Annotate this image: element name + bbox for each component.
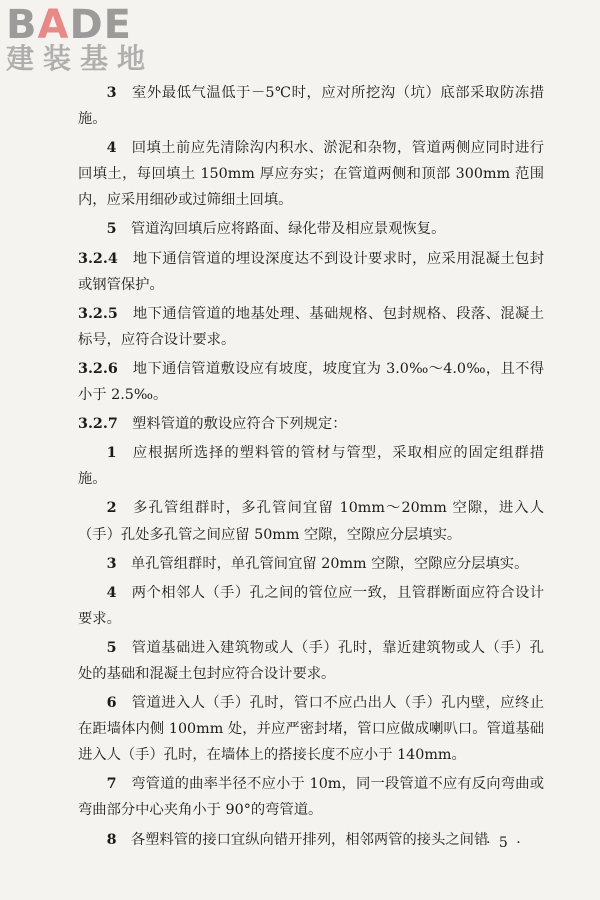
sub-item-5: 5 管道基础进入建筑物或人（手）孔时，靠近建筑物或人（手）孔处的基础和混凝土包封应符合设计要求。 — [78, 639, 545, 682]
sub-item-7: 7 弯管道的曲率半径不应小于 10m，同一段管道不应有反向弯曲或弯曲部分中心夹角小于 90°的弯管道。 — [78, 776, 544, 819]
sub-item-3: 3 单孔管组群时，单孔管间宜留 20mm 空隙，空隙应分层填实。 — [106, 555, 529, 572]
sub-item-1: 1 应根据所选择的塑料管的管材与管型，采取相应的固定组群措施。 — [78, 445, 545, 488]
document-body — [78, 80, 544, 853]
sub-item-4: 4 两个相邻人（手）孔之间的管位应一致，且管群断面应符合设计要求。 — [78, 584, 545, 627]
clause-3-2-7: 3.2.7 塑料管道的敷设应符合下列规定： — [78, 416, 347, 433]
clause-3-2-5: 3.2.5 地下通信管道的地基处理、基础规格、包封规格、段落、混凝土标号，应符合设计要求。 — [78, 305, 545, 348]
clause-3-2-6: 3.2.6 地下通信管道敷设应有坡度，坡度宜为 3.0‰～4.0‰，且不得小于 2.5‰。 — [78, 360, 544, 404]
sub-item-6: 6 管道进入人（手）孔时，管口不应凸出人（手）孔内壁，应终止在距墙体内侧 100mm 处，并应严密封堵，管口应做成喇叭口。管道基础进入人（手）孔时，在墙体上的搭接长度不应小于 140mm。 — [78, 695, 545, 764]
logo-subtitle: 建装基地 — [6, 42, 155, 75]
brand-logo — [6, 4, 154, 74]
logo-wordmark: BADE — [6, 2, 132, 48]
list-item-4: 4 回填土前应先清除沟内积水、淤泥和杂物，管道两侧应同时进行回填土，每回填土 150mm 厚应夯实；在管道两侧和顶部 300mm 范围内，应采用细砂或过筛细土回填。 — [78, 140, 545, 209]
list-item-3: 3 室外最低气温低于－5℃时，应对所挖沟（坑）底部采取防冻措施。 — [78, 85, 544, 128]
sub-item-8: 8 各塑料管的接口宜纵向错开排列，相邻两管的接头之间错 — [106, 831, 489, 848]
list-item-5: 5 管道沟回填后应将路面、绿化带及相应景观恢复。 — [106, 221, 446, 238]
page-number: · 5 · — [486, 835, 523, 851]
clause-3-2-4: 3.2.4 地下通信管道的埋设深度达不到设计要求时，应采用混凝土包封或钢管保护。 — [78, 250, 545, 293]
sub-item-2: 2 多孔管组群时，多孔管间宜留 10mm～20mm 空隙，进入人（手）孔处多孔管之间应留 50mm 空隙，空隙应分层填实。 — [78, 500, 544, 543]
